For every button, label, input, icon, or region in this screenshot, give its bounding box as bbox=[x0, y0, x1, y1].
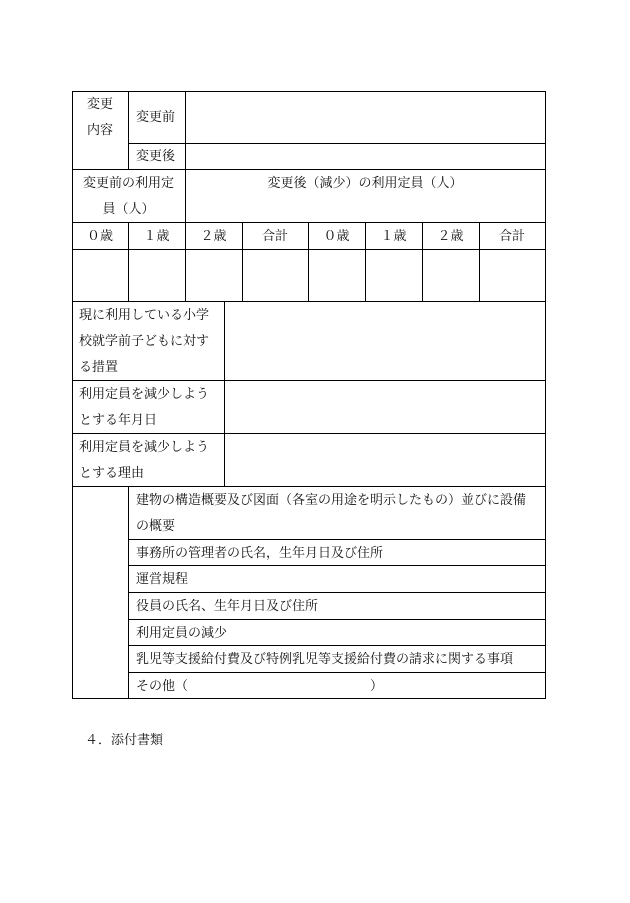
age-column-header: 合計 bbox=[498, 228, 525, 243]
reason-label: 利用定員を減少しよう bbox=[79, 439, 210, 454]
rule bbox=[128, 143, 546, 144]
section-title: ４．添付書類 bbox=[85, 732, 164, 747]
item-text: 乳児等支援給付費及び特例乳児等支援給付費の請求に関する事項 bbox=[136, 651, 514, 666]
item-text: 事務所の管理者の氏名，生年月日及び住所 bbox=[136, 545, 384, 560]
item-text: 建物の構造概要及び図面（各室の用途を明示したもの）並びに設備 bbox=[136, 492, 527, 507]
capacity-before-label: 変更前の利用定 bbox=[82, 175, 174, 190]
date-label: とする年月日 bbox=[79, 412, 158, 427]
rule bbox=[72, 91, 546, 92]
rule bbox=[128, 486, 129, 699]
capacity-after-label: 変更後（減少）の利用定員（人） bbox=[267, 175, 463, 190]
measures-label: 校就学前子どもに対す bbox=[79, 333, 210, 348]
rule bbox=[128, 91, 129, 170]
after-label: 変更後 bbox=[136, 148, 176, 163]
age-column-header: ２歳 bbox=[437, 228, 464, 243]
before-label: 変更前 bbox=[136, 109, 176, 124]
rule bbox=[545, 91, 546, 699]
item-text: 利用定員の減少 bbox=[136, 625, 228, 640]
age-column-header: １歳 bbox=[143, 228, 170, 243]
item-text: その他（ ） bbox=[136, 678, 384, 693]
change-content-label: 内容 bbox=[86, 122, 113, 137]
age-column-header: ２歳 bbox=[200, 228, 227, 243]
capacity-before-label: 員（人） bbox=[102, 201, 155, 216]
age-column-header: ０歳 bbox=[323, 228, 350, 243]
rule bbox=[72, 249, 546, 250]
date-label: 利用定員を減少しよう bbox=[79, 386, 210, 401]
age-column-header: 合計 bbox=[261, 228, 288, 243]
reason-label: とする理由 bbox=[79, 465, 145, 480]
measures-label: 現に利用している小学 bbox=[79, 307, 210, 322]
measures-label: る措置 bbox=[79, 359, 119, 374]
item-text: 運営規程 bbox=[136, 571, 189, 586]
age-column-header: ０歳 bbox=[86, 228, 113, 243]
rule bbox=[224, 301, 225, 487]
age-column-header: １歳 bbox=[380, 228, 407, 243]
item-text: の概要 bbox=[136, 518, 176, 533]
rule bbox=[185, 91, 186, 223]
change-content-label: 変更 bbox=[86, 96, 113, 111]
item-text: 役員の氏名、生年月日及び住所 bbox=[136, 598, 319, 613]
